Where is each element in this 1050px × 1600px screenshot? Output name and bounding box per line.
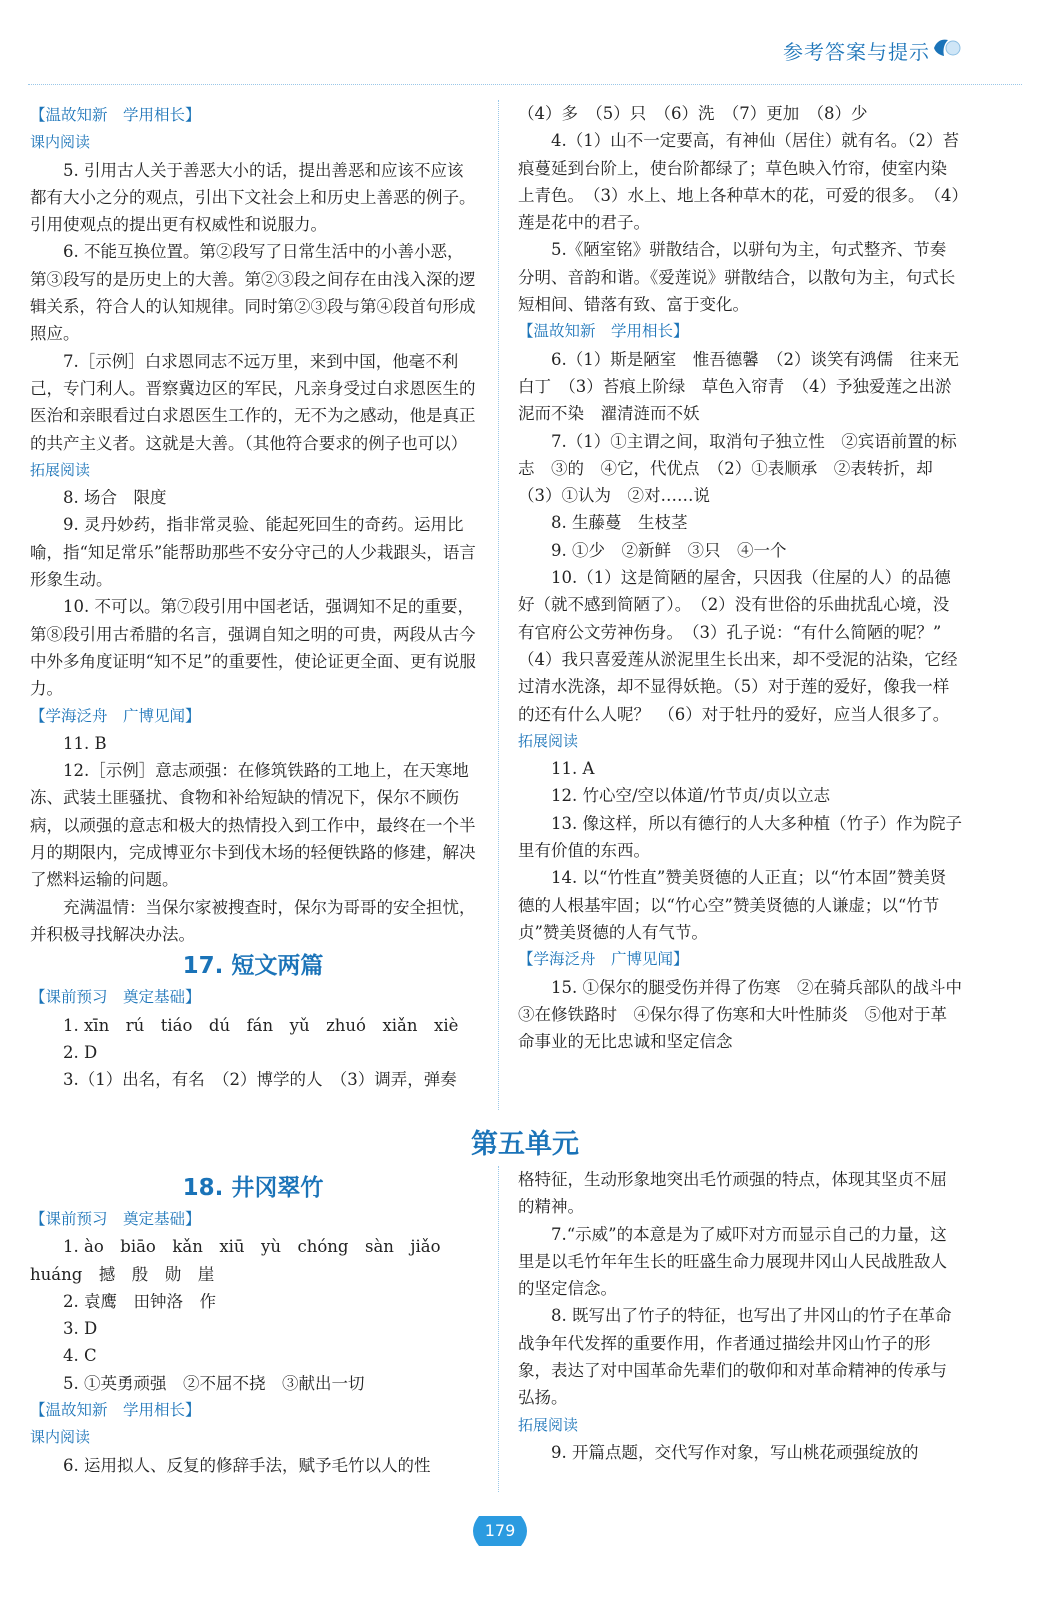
- continued-paragraph: （4）多 （5）只 （6）洗 （7）更加 （8）少: [518, 104, 868, 123]
- answer-paragraph: 7.［示例］白求恩同志不远万里，来到中国，他毫不利己，专门利人。晋察冀边区的军民，凡亲身受过白求恩医生的医治和亲眼看过白求恩医生工作的，无不为之感动，他是真正的共产主义者。这就是大善。（其他符合要求的例子也可以）: [30, 351, 476, 453]
- answer-paragraph: 9. ①少 ②新鲜 ③只 ④一个: [551, 540, 787, 560]
- answer-paragraph: 9. 开篇点题，交代写作对象，写山桃花顽强绽放的: [551, 1442, 919, 1462]
- answer-paragraph: 15. ①保尔的腿受伤并得了伤寒 ②在骑兵部队的战斗中 ③在修铁路时 ④保尔得了伤寒和大叶性肺炎 ⑤他对于革命事业的无比忠诚和坚定信念: [518, 977, 979, 1052]
- answer-paragraph: 2. D: [63, 1042, 98, 1062]
- answer-paragraph: 8. 场合 限度: [63, 488, 167, 508]
- section-tag: 【学海泛舟 广博见闻】: [518, 950, 689, 969]
- answer-paragraph: 5. 引用古人关于善恶大小的话，提出善恶和应该不应该都有大小之分的观点，引出下文社会上和历史上善恶的例子。引用使观点的提出更有权威性和说服力。: [30, 160, 476, 235]
- left-column-bottom: [30, 1170, 476, 1479]
- answer-paragraph: 11. A: [551, 759, 595, 779]
- section-heading: 拓展阅读: [518, 731, 579, 750]
- answer-paragraph: 2. 袁鹰 田钟洛 作: [63, 1291, 216, 1311]
- answer-paragraph: 6. 不能互换位置。第②段写了日常生活中的小善小恶，第③段写的是历史上的大善。第②③段之间存在由浅入深的逻辑关系，符合人的认知规律。同时第②③段与第④段首句形成照应。: [30, 242, 476, 344]
- header-decoration-icon: [932, 36, 962, 60]
- continued-paragraph: huáng 撼 殷 勋 崖: [30, 1264, 215, 1284]
- section-tag: 【温故知新 学用相长】: [518, 322, 689, 341]
- column-divider-bottom: [498, 1166, 499, 1492]
- continued-paragraph: 格特征，生动形象地突出毛竹顽强的特点，体现其坚贞不屈的精神。: [518, 1170, 947, 1217]
- answer-paragraph: 3. D: [63, 1319, 98, 1339]
- section-tag: 【课前预习 奠定基础】: [30, 1210, 201, 1228]
- lesson-title: 17. 短文两篇: [182, 953, 324, 980]
- answer-paragraph: 7.（1）①主谓之间，取消句子独立性 ②宾语前置的标志 ③的 ④它，代优点 （2）①表顺承 ②表转折，却 （3）①认为 ②对……说: [518, 431, 957, 506]
- answer-paragraph: 14. 以“竹性直”赞美贤德的人正直；以“竹本固”赞美贤德的人根基牢固；以“竹心空”赞美贤德的人谦虚；以“竹节贞”赞美贤德的人有气节。: [518, 868, 947, 942]
- answer-paragraph: 3.（1）出名，有名 （2）博学的人 （3）调弄，弹奏: [63, 1070, 457, 1090]
- right-column-top: [518, 100, 979, 1055]
- answer-paragraph: 11. B: [63, 733, 107, 753]
- lesson-title: 18. 井冈翠竹: [182, 1175, 324, 1201]
- header-title: 参考答案与提示: [783, 40, 930, 64]
- page-number-text: 179: [484, 1521, 516, 1540]
- section-heading: 课内阅读: [30, 1428, 91, 1447]
- section-heading: 拓展阅读: [518, 1415, 579, 1434]
- unit-title: 第五单元: [471, 1129, 579, 1160]
- section-heading: 拓展阅读: [30, 460, 91, 479]
- section-tag: 【温故知新 学用相长】: [30, 106, 201, 124]
- answer-paragraph: 12.［示例］意志顽强：在修筑铁路的工地上，在天寒地冻、武装土匪骚扰、食物和补给短缺的情况下，保尔不顾伤病，以顽强的意志和极大的热情投入到工作中，最终在一个半月的期限内，完成博亚尔卡到伐木场的轻便铁路的修建，解决了燃料运输的问题。: [30, 761, 476, 890]
- answer-paragraph: 8. 生藤蔓 生枝茎: [551, 513, 688, 533]
- answer-paragraph: 7.“示威”的本意是为了威吓对方而显示自己的力量，这里是以毛竹年年生长的旺盛生命力展现井冈山人民战胜敌人的坚定信念。: [518, 1224, 947, 1299]
- header-rule: [28, 84, 1022, 85]
- answer-paragraph: 13. 像这样，所以有德行的人大多种植（竹子）作为院子里有价值的东西。: [518, 813, 962, 861]
- page-number: [465, 1514, 535, 1548]
- answer-paragraph: 5. ①英勇顽强 ②不屈不挠 ③献出一切: [63, 1373, 365, 1393]
- answer-paragraph: 4. C: [63, 1346, 97, 1366]
- answer-paragraph: 12. 竹心空/空以体道/竹节贞/贞以立志: [551, 786, 831, 806]
- answer-paragraph: 4.（1）山不一定要高，有神仙（居住）就有名。（2）苔痕蔓延到台阶上，使台阶都绿了；草色映入竹帘，使室内染上青色。 （3）水上、地上各种草木的花，可爱的很多。 （4）莲是花中的君子。: [518, 131, 960, 233]
- section-tag: 【学海泛舟 广博见闻】: [30, 706, 201, 725]
- answer-paragraph: 9. 灵丹妙药，指非常灵验、能起死回生的奇药。运用比喻，指“知足常乐”能帮助那些不安分守己的人少栽跟头，语言形象生动。: [30, 515, 476, 590]
- answer-paragraph: 1. xīn rú tiáo dú fán yǔ zhuó xiǎn xiè: [63, 1015, 459, 1035]
- left-column-top: [30, 102, 476, 1093]
- answer-paragraph: 10.（1）这是简陋的屋舍，只因我（住屋的人）的品德好（就不感到简陋了）。 （2）没有世俗的乐曲扰乱心境，没有官府公文劳神伤身。 （3）孔子说：“有什么简陋的呢？” （4）我只喜爱莲从淤泥里生长出来，却不受泥的沾染，它经过清水洗涤，却不显得妖艳。（5）对于莲的爱好，像我一样的还有什么人呢？ （6）对于牡丹的爱好，应当人很多了。: [518, 568, 958, 724]
- answer-paragraph: 6.（1）斯是陋室 惟吾德馨 （2）谈笑有鸿儒 往来无白丁 （3）苔痕上阶绿 草色入帘青 （4）予独爱莲之出淤泥而不染 濯清涟而不妖: [518, 349, 959, 424]
- answer-paragraph: 6. 运用拟人、反复的修辞手法，赋予毛竹以人的性: [63, 1455, 431, 1475]
- right-column-bottom: [518, 1166, 962, 1466]
- answer-paragraph: 充满温情：当保尔家被搜查时，保尔为哥哥的安全担忧，并积极寻找解决办法。: [30, 897, 476, 944]
- answer-paragraph: 1. ào biāo kǎn xiū yù chóng sàn jiǎo: [63, 1237, 441, 1257]
- section-tag: 【课前预习 奠定基础】: [30, 988, 201, 1007]
- section-tag: 【温故知新 学用相长】: [30, 1401, 201, 1420]
- answer-paragraph: 5.《陋室铭》骈散结合，以骈句为主，句式整齐、节奏分明、音韵和谐。《爱莲说》骈散结合，以散句为主，句式长短相间、错落有致、富于变化。: [518, 240, 956, 315]
- column-divider-top: [498, 100, 499, 1110]
- answer-paragraph: 8. 既写出了竹子的特征，也写出了井冈山的竹子在革命战争年代发挥的重要作用，作者通过描绘井冈山竹子的形象，表达了对中国革命先辈们的敬仰和对革命精神的传承与弘扬。: [518, 1306, 952, 1408]
- answer-paragraph: 10. 不可以。第⑦段引用中国老话，强调知不足的重要，第⑧段引用古希腊的名言，强调自知之明的可贵，两段从古今中外多角度证明“知不足”的重要性，使论证更全面、更有说服力。: [30, 597, 476, 699]
- section-heading: 课内阅读: [30, 133, 91, 152]
